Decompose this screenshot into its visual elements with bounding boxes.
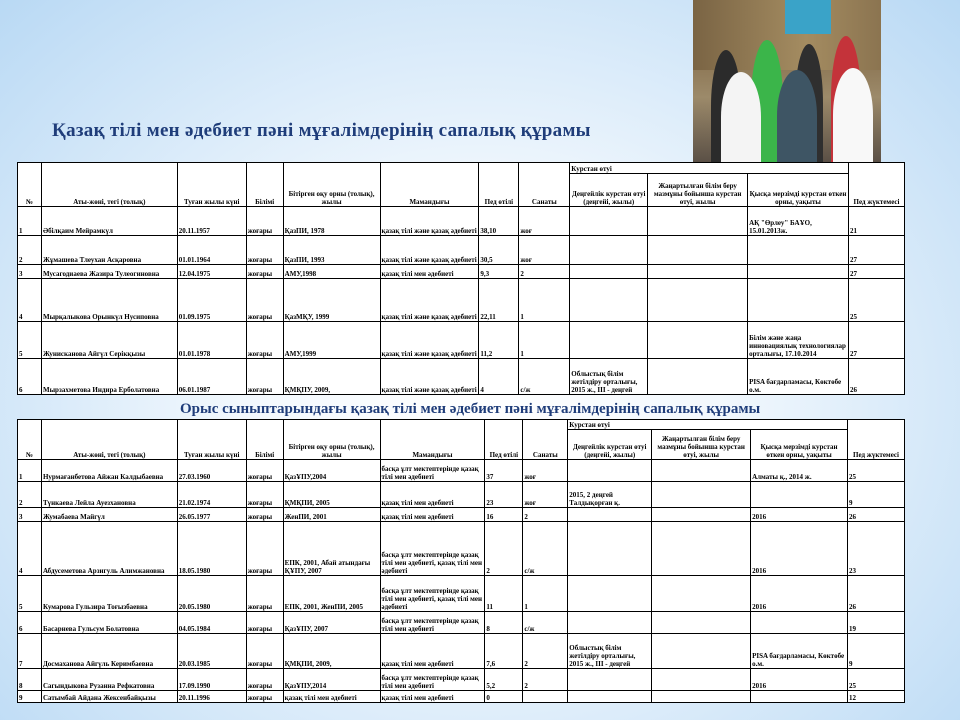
cell-course-updated [652, 612, 751, 634]
header-edu: Білімі [246, 163, 283, 207]
cell-category: 1 [523, 576, 568, 612]
cell-edu: жоғары [246, 634, 283, 669]
cell-birth: 04.05.1984 [177, 612, 246, 634]
cell-univ: ЖенПИ, 2001 [283, 508, 380, 522]
cell-univ: ЕПК, 2001, ЖенПИ, 2005 [283, 576, 380, 612]
cell-spec: басқа ұлт мектептерінде қазақ тілі мен әдебиеті [380, 612, 485, 634]
cell-spec: қазақ тілі және қазақ әдебиеті [380, 279, 479, 322]
cell-edu: жоғары [246, 359, 283, 395]
cell-exp: 23 [485, 482, 523, 508]
cell-category: 1 [519, 322, 570, 359]
cell-load: 23 [847, 522, 904, 576]
cell-name: Жұмашева Тлеухан Асқаровна [41, 236, 177, 265]
cell-spec: қазақ тілі және қазақ әдебиеті [380, 359, 479, 395]
cell-load: 19 [847, 612, 904, 634]
header-univ: Бітірген оқу орны (толық), жылы [283, 420, 380, 460]
cell-num: 3 [18, 265, 42, 279]
cell-course-short: 2016 [751, 522, 848, 576]
cell-exp: 11 [485, 576, 523, 612]
table-row [18, 207, 905, 236]
cell-edu: жоғары [246, 482, 283, 508]
cell-edu: жоғары [246, 576, 283, 612]
cell-name: Абдусеметова Арзигуль Алимжановна [41, 522, 177, 576]
table2-title: Орыс сыныптарындағы қазақ тілі мен әдебиет пәні мұғалімдерінің сапалық құрамы [180, 401, 761, 417]
cell-category: с/ж [519, 359, 570, 395]
cell-course-updated [652, 669, 751, 691]
cell-exp: 30,5 [479, 236, 519, 265]
header-load: Пед жүктемесі [848, 163, 904, 207]
table-row [18, 634, 905, 669]
table1-title: Қазақ тілі мен әдебиет пәні мұғалімдерінің сапалық құрамы [52, 120, 591, 141]
cell-load: 26 [847, 576, 904, 612]
cell-course-short: 2016 [751, 576, 848, 612]
cell-load: 25 [848, 279, 904, 322]
cell-course-level [568, 460, 652, 482]
cell-exp: 7,6 [485, 634, 523, 669]
header-name: Аты-жөні, тегі (толық) [41, 163, 177, 207]
header-load: Пед жүктемесі [847, 420, 904, 460]
header-birth: Туған жылы күні [177, 420, 246, 460]
cell-load: 25 [847, 460, 904, 482]
cell-spec: басқа ұлт мектептерінде қазақ тілі мен әдебиеті, қазақ тілі мен әдебиеті [380, 522, 485, 576]
cell-exp: 0 [485, 691, 523, 703]
cell-univ: ҚМҚПИ, 2005 [283, 482, 380, 508]
cell-load: 21 [848, 207, 904, 236]
cell-category: жоғ [523, 482, 568, 508]
cell-course-short: АҚ "Өрлеу" БАҰО, 15.01.2013ж. [748, 207, 849, 236]
cell-category: 2 [523, 634, 568, 669]
cell-num: 1 [18, 207, 42, 236]
cell-univ: ҚазҰПУ,2004 [283, 460, 380, 482]
cell-birth: 01.01.1964 [177, 236, 246, 265]
cell-course-updated [648, 207, 748, 236]
cell-exp: 22,11 [479, 279, 519, 322]
cell-univ: ҚазПИ, 1993 [283, 236, 380, 265]
cell-course-updated [652, 691, 751, 703]
cell-univ: ҚазҰПУ, 2007 [283, 612, 380, 634]
cell-course-level [570, 322, 648, 359]
table-row [18, 322, 905, 359]
cell-num: 5 [18, 576, 42, 612]
cell-univ: ҚазҰПУ,2014 [283, 669, 380, 691]
cell-exp: 5,2 [485, 669, 523, 691]
cell-birth: 01.09.1975 [177, 279, 246, 322]
cell-spec: басқа ұлт мектептерінде қазақ тілі мен әдебиеті, қазақ тілі мен әдебиеті [380, 576, 485, 612]
cell-load: 9 [847, 634, 904, 669]
cell-univ: ҚМҚПУ, 2009, [283, 359, 380, 395]
cell-num: 6 [18, 612, 42, 634]
cell-category: 2 [519, 265, 570, 279]
cell-num: 1 [18, 460, 42, 482]
cell-course-updated [652, 634, 751, 669]
cell-edu: жоғары [246, 460, 283, 482]
table-row [18, 482, 905, 508]
cell-name: Жунисканова Айгүл Серікқызы [41, 322, 177, 359]
cell-course-short: Білім және жаңа инновациялық технологиялар орталығы, 17.10.2014 [748, 322, 849, 359]
cell-num: 4 [18, 522, 42, 576]
cell-course-updated [648, 279, 748, 322]
cell-category: жоғ [523, 460, 568, 482]
cell-course-level [570, 236, 648, 265]
cell-category: с/ж [523, 522, 568, 576]
cell-load: 25 [847, 669, 904, 691]
cell-course-level [568, 522, 652, 576]
cell-course-short: PISA бағдарламасы, Көктөбе о.м. [751, 634, 848, 669]
header-course-updated: Жаңартылған білім беру мазмұны бойынша курстан өтуі, жылы [652, 430, 751, 460]
cell-edu: жоғары [246, 612, 283, 634]
cell-spec: басқа ұлт мектептерінде қазақ тілі мен әдебиеті [380, 460, 485, 482]
cell-spec: қазақ тілі мен әдебиеті [380, 634, 485, 669]
cell-course-short [751, 691, 848, 703]
cell-category: 1 [519, 279, 570, 322]
cell-course-level: 2015, 2 деңгей Талдықорған қ. [568, 482, 652, 508]
header-exp: Пед өтілі [485, 420, 523, 460]
table-row [18, 460, 905, 482]
cell-birth: 06.01.1987 [177, 359, 246, 395]
header-course-updated: Жаңартылған білім беру мазмұны бойынша курстан өтуі, жылы [648, 174, 748, 207]
header-univ: Бітірген оқу орны (толық), жылы [283, 163, 380, 207]
cell-spec: қазақ тілі мен әдебиеті [380, 508, 485, 522]
table-row [18, 236, 905, 265]
cell-name: Сатымбай Айдана Жексенбайқызы [41, 691, 177, 703]
cell-univ: АМУ,1998 [283, 265, 380, 279]
cell-course-updated [652, 576, 751, 612]
cell-exp: 11,2 [479, 322, 519, 359]
cell-spec: қазақ тілі және қазақ әдебиеті [380, 207, 479, 236]
cell-univ: қазақ тілі мен әдебиеті [283, 691, 380, 703]
cell-birth: 12.04.1975 [177, 265, 246, 279]
cell-course-short: 2016 [751, 508, 848, 522]
cell-exp: 2 [485, 522, 523, 576]
cell-load: 27 [848, 265, 904, 279]
cell-course-short: PISA бағдарламасы, Көктөбе о.м. [748, 359, 849, 395]
table-row [18, 359, 905, 395]
cell-birth: 26.05.1977 [177, 508, 246, 522]
cell-course-short [748, 279, 849, 322]
header-course-short: Қысқа мерзімді курстан өткен орны, уақыты [748, 174, 849, 207]
cell-edu: жоғары [246, 691, 283, 703]
cell-spec: қазақ тілі мен әдебиеті [380, 691, 485, 703]
table-row [18, 612, 905, 634]
cell-exp: 16 [485, 508, 523, 522]
cell-load: 9 [847, 482, 904, 508]
cell-name: Түнкаева Лейла Ауезхановна [41, 482, 177, 508]
cell-edu: жоғары [246, 522, 283, 576]
cell-birth: 21.02.1974 [177, 482, 246, 508]
header-edu: Білімі [246, 420, 283, 460]
cell-univ: ҚазПИ, 1978 [283, 207, 380, 236]
cell-category: жоғ [519, 236, 570, 265]
cell-course-short: 2016 [751, 669, 848, 691]
header-name: Аты-жөні, тегі (толық) [41, 420, 177, 460]
cell-name: Мусагодиаева Жазира Тулеогиновна [41, 265, 177, 279]
cell-exp: 8 [485, 612, 523, 634]
cell-edu: жоғары [246, 669, 283, 691]
cell-spec: қазақ тілі мен әдебиеті [380, 265, 479, 279]
cell-edu: жоғары [246, 207, 283, 236]
header-course-short: Қысқа мерзімді курстан өткен орны, уақыты [751, 430, 848, 460]
cell-load: 26 [847, 508, 904, 522]
cell-num: 5 [18, 322, 42, 359]
cell-course-level: Облыстық білім жетілдіру орталығы, 2015 ж., ІІІ - деңгей [568, 634, 652, 669]
cell-univ: ҚМҚПИ, 2009, [283, 634, 380, 669]
cell-course-short [748, 236, 849, 265]
cell-course-short [751, 482, 848, 508]
cell-num: 2 [18, 236, 42, 265]
table1 [17, 162, 905, 395]
cell-name: Нурмағанбетова Айжан Калдыбаевна [41, 460, 177, 482]
cell-edu: жоғары [246, 279, 283, 322]
header-birth: Туған жылы күні [177, 163, 246, 207]
cell-univ: АМУ,1999 [283, 322, 380, 359]
header-exp: Пед өтілі [479, 163, 519, 207]
cell-course-level [568, 612, 652, 634]
cell-num: 7 [18, 634, 42, 669]
cell-univ: ЕПК, 2001, Абай атындағы ҚҰПУ, 2007 [283, 522, 380, 576]
cell-num: 8 [18, 669, 42, 691]
cell-load: 27 [848, 322, 904, 359]
cell-exp: 38,10 [479, 207, 519, 236]
header-course-level: Деңгейлік курстан өтуі (деңгейі, жылы) [570, 174, 648, 207]
cell-birth: 01.01.1978 [177, 322, 246, 359]
table-row [18, 265, 905, 279]
header-course-level: Деңгейлік курстан өтуі (деңгейі, жылы) [568, 430, 652, 460]
cell-course-level [568, 576, 652, 612]
cell-birth: 20.03.1985 [177, 634, 246, 669]
cell-name: Жумабаева Майгүл [41, 508, 177, 522]
cell-edu: жоғары [246, 508, 283, 522]
cell-load: 26 [848, 359, 904, 395]
cell-edu: жоғары [246, 322, 283, 359]
cell-name: Мырзахметова Индира Ерболатовна [41, 359, 177, 395]
cell-edu: жоғары [246, 236, 283, 265]
cell-category: 2 [523, 669, 568, 691]
cell-num: 2 [18, 482, 42, 508]
cell-exp: 37 [485, 460, 523, 482]
header-spec: Мамандығы [380, 420, 485, 460]
cell-birth: 27.03.1960 [177, 460, 246, 482]
cell-course-short [748, 265, 849, 279]
cell-course-level [568, 691, 652, 703]
cell-name: Мырқалыкова Орынкүл Нусиповна [41, 279, 177, 322]
cell-course-level [568, 508, 652, 522]
cell-birth: 18.05.1980 [177, 522, 246, 576]
cell-spec: қазақ тілі және қазақ әдебиеті [380, 236, 479, 265]
photo-person [833, 68, 873, 162]
cell-spec: басқа ұлт мектептерінде қазақ тілі мен әдебиеті [380, 669, 485, 691]
table2 [17, 419, 905, 703]
cell-load: 27 [848, 236, 904, 265]
cell-name: Досмаханова Айгүль Керимбаевна [41, 634, 177, 669]
photo-person [721, 72, 761, 162]
cell-exp: 4 [479, 359, 519, 395]
cell-course-short [751, 612, 848, 634]
cell-num: 9 [18, 691, 42, 703]
table-row [18, 669, 905, 691]
cell-load: 12 [847, 691, 904, 703]
table-row [18, 691, 905, 703]
cell-course-level [568, 669, 652, 691]
cell-name: Басарнева Гульсум Болатовна [41, 612, 177, 634]
header-category: Санаты [519, 163, 570, 207]
cell-exp: 9,3 [479, 265, 519, 279]
cell-birth: 20.05.1980 [177, 576, 246, 612]
cell-category: с/ж [523, 612, 568, 634]
cell-course-updated [648, 265, 748, 279]
cell-name: Сагындыкова Рузанна Рефкатовна [41, 669, 177, 691]
cell-course-updated [652, 482, 751, 508]
table-row [18, 576, 905, 612]
group-photo [693, 0, 881, 162]
cell-name: Әбілқаим Мейрамкүл [41, 207, 177, 236]
cell-num: 6 [18, 359, 42, 395]
cell-course-level: Облыстық білім жетілдіру орталығы, 2015 ж., ІІІ - деңгей [570, 359, 648, 395]
cell-course-updated [648, 359, 748, 395]
header-num: № [18, 420, 42, 460]
cell-birth: 20.11.1996 [177, 691, 246, 703]
cell-univ: ҚазМҚУ, 1999 [283, 279, 380, 322]
cell-spec: қазақ тілі мен әдебиеті [380, 482, 485, 508]
cell-num: 4 [18, 279, 42, 322]
table-row [18, 522, 905, 576]
cell-category: жоғ [519, 207, 570, 236]
cell-course-updated [652, 508, 751, 522]
header-courses: Курстан өтуі [570, 163, 849, 174]
table-row [18, 508, 905, 522]
cell-course-updated [648, 322, 748, 359]
cell-num: 3 [18, 508, 42, 522]
header-num: № [18, 163, 42, 207]
photo-person [777, 70, 817, 162]
cell-edu: жоғары [246, 265, 283, 279]
cell-course-updated [652, 522, 751, 576]
cell-category: 2 [523, 508, 568, 522]
cell-course-updated [648, 236, 748, 265]
table-row [18, 279, 905, 322]
cell-course-level [570, 207, 648, 236]
cell-course-level [570, 279, 648, 322]
cell-course-short: Алматы қ., 2014 ж. [751, 460, 848, 482]
cell-name: Кумарова Гульзира Тоғызбаевна [41, 576, 177, 612]
cell-category [523, 691, 568, 703]
photo-flag [785, 0, 831, 34]
cell-course-level [570, 265, 648, 279]
cell-birth: 17.09.1990 [177, 669, 246, 691]
header-courses: Курстан өтуі [568, 420, 848, 430]
cell-spec: қазақ тілі және қазақ әдебиеті [380, 322, 479, 359]
cell-birth: 20.11.1957 [177, 207, 246, 236]
header-spec: Мамандығы [380, 163, 479, 207]
cell-course-updated [652, 460, 751, 482]
header-category: Санаты [523, 420, 568, 460]
